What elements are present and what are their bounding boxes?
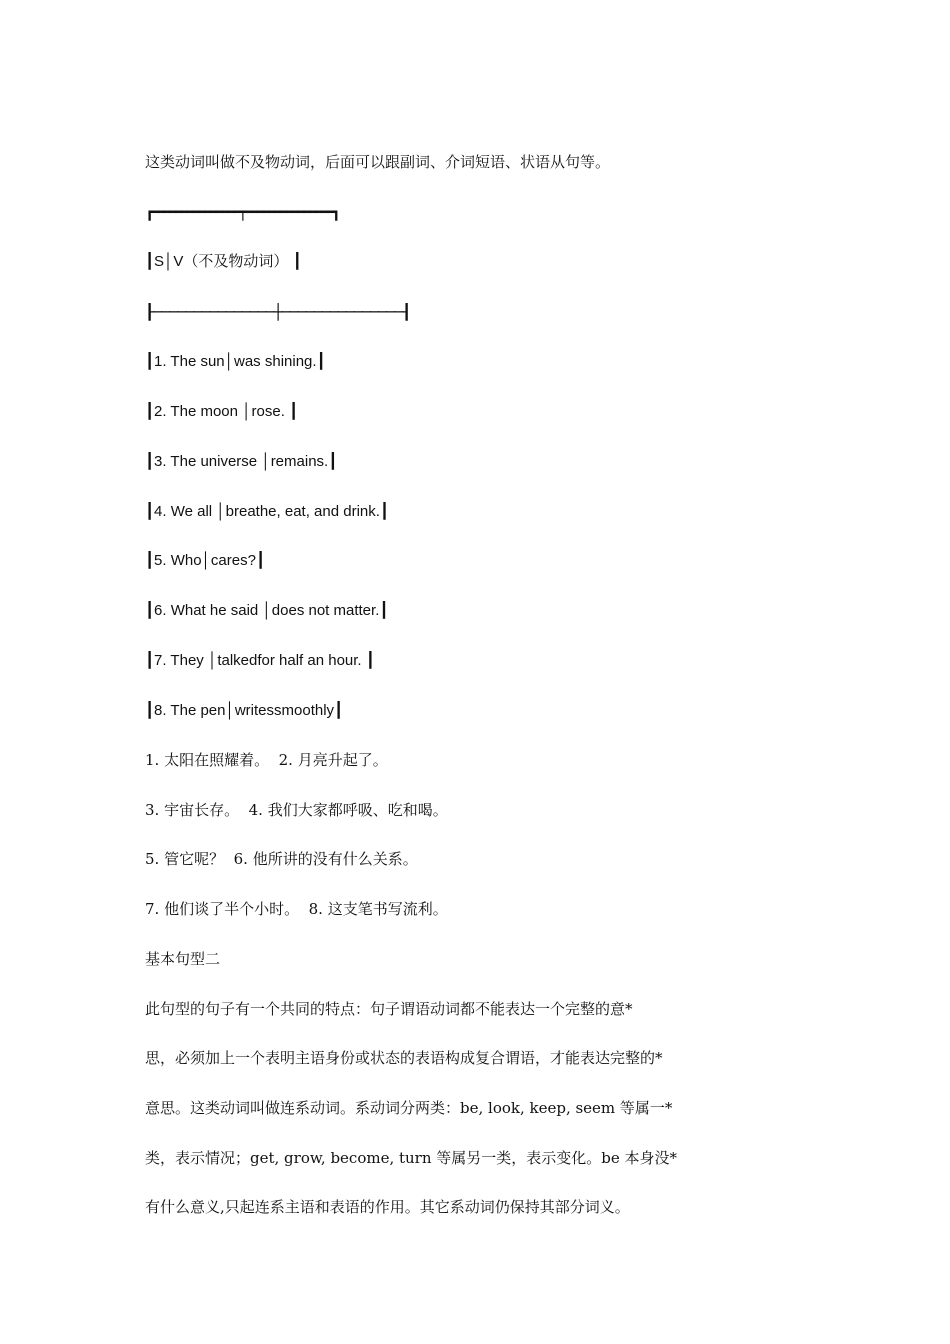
table-row: ┃7. They │talkedfor half an hour. ┃: [145, 652, 375, 669]
table-row: ┃5. Who│cares?┃: [145, 552, 265, 569]
intro-paragraph: 这类动词叫做不及物动词，后面可以跟副词、介词短语、状语从句等。: [145, 153, 611, 171]
body-line: 意思。这类动词叫做连系动词。系动词分两类：be, look, keep, seem 等属一*: [145, 1099, 673, 1117]
table-row: ┃3. The universe │remains.┃: [145, 453, 338, 470]
table-row: ┃4. We all │breathe, eat, and drink.┃: [145, 503, 389, 520]
table-separator: ┠───────────────┼───────────────┨: [145, 303, 411, 321]
table-row: ┃8. The pen│writessmoothly┃: [145, 702, 344, 719]
table-row: ┃6. What he said │does not matter.┃: [145, 602, 389, 619]
body-line: 思，必须加上一个表明主语身份或状态的表语构成复合谓语，才能表达完整的*: [145, 1049, 663, 1067]
body-line: 有什么意义,只起连系主语和表语的作用。其它系动词仍保持其部分词义。: [145, 1198, 630, 1216]
translation-line: 5. 管它呢？ 6. 他所讲的没有什么关系。: [145, 850, 418, 868]
table-row: ┃1. The sun│was shining.┃: [145, 353, 326, 370]
translation-line: 3. 宇宙长存。 4. 我们大家都呼吸、吃和喝。: [145, 801, 448, 819]
translation-line: 7. 他们谈了半个小时。 8. 这支笔书写流利。: [145, 900, 448, 918]
translation-line: 1. 太阳在照耀着。 2. 月亮升起了。: [145, 751, 388, 769]
body-line: 此句型的句子有一个共同的特点：句子谓语动词都不能表达一个完整的意*: [145, 1000, 633, 1018]
table-row: ┃2. The moon │rose. ┃: [145, 403, 299, 420]
table-top-border: ┏━━━━━━━━━━━━━━━┯━━━━━━━━━━━━━━━┓: [145, 203, 338, 221]
section-title: 基本句型二: [145, 950, 221, 968]
body-line: 类，表示情况；get, grow, become, turn 等属另一类，表示变化。be 本身没*: [145, 1149, 678, 1167]
table-header: ┃S│V（不及物动词） ┃: [145, 253, 302, 270]
